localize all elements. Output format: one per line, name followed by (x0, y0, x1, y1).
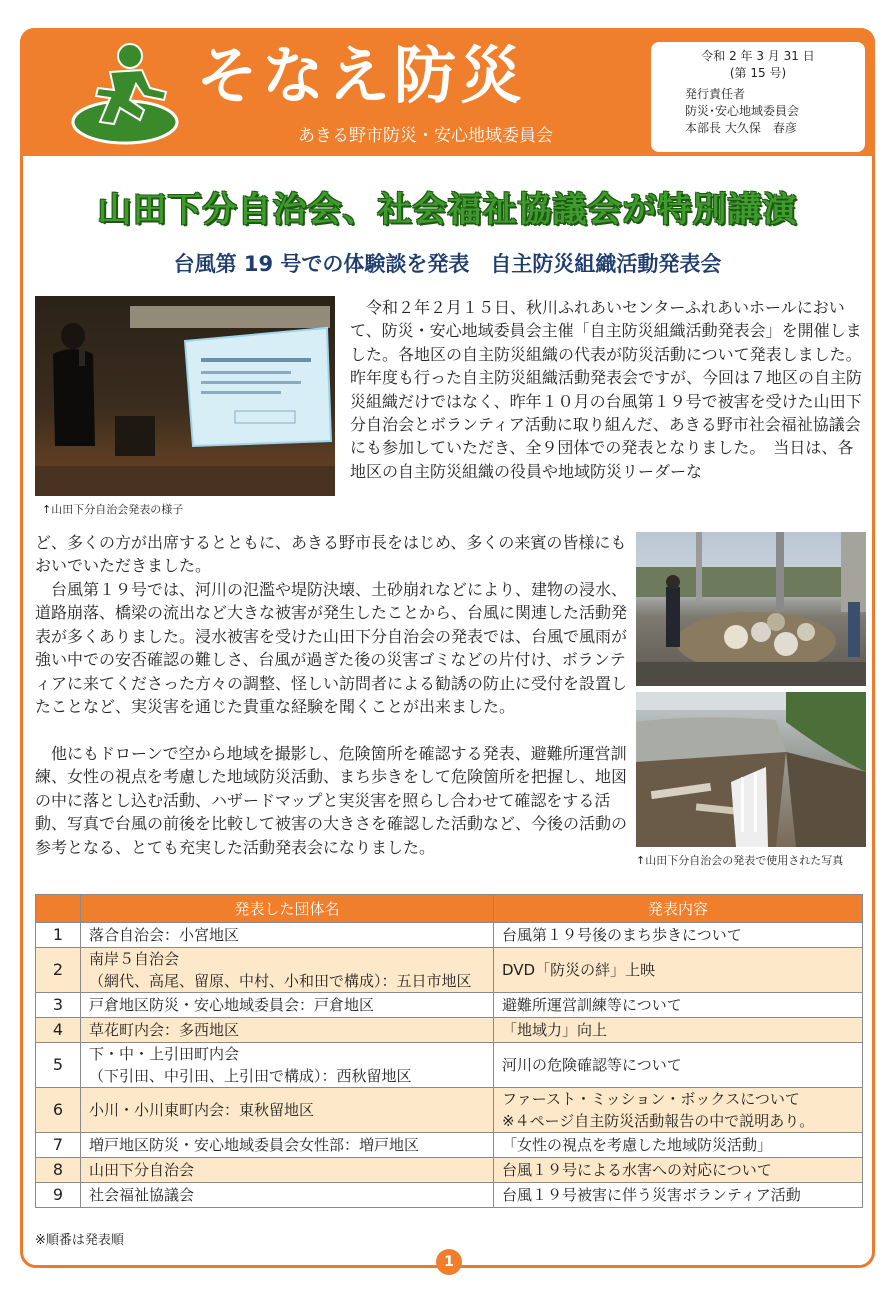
row-content: 台風１９号被害に伴う災害ボランティア活動 (494, 1183, 863, 1208)
table-row (36, 1183, 863, 1208)
row-group: 落合自治会：小宮地区 (81, 923, 494, 948)
row-number: 5 (36, 1043, 81, 1088)
table-header-group: 発表した団体名 (81, 895, 494, 923)
row-content: DVD「防災の絆」上映 (494, 948, 863, 993)
issue-info-box (651, 42, 865, 152)
row-group-line: 南岸５自治会 (89, 950, 180, 968)
row-number: 3 (36, 993, 81, 1018)
row-number: 6 (36, 1088, 81, 1133)
row-group: 戸倉地区防災・安心地域委員会：戸倉地区 (81, 993, 494, 1018)
page-number-badge: 1 (436, 1249, 462, 1275)
row-content: 台風１９号による水害への対応について (494, 1158, 863, 1183)
newsletter-title: そなえ防災 (196, 39, 527, 112)
article-intro-paragraph: 令和２年２月１５日、秋川ふれあいセンターふれあいホールにおいて、防災・安心地域委員会主催「自主防災組織活動発表会」を開催しました。各地区の自主防災組織の代表が防災活動について発表しました。 昨年度も行った自主防災組織活動発表会ですが、今回は７地区の自主防災組織だけではなく、昨年１０月の台風第１９号で被害を受けた山田下分自治会とボランティア活動に取り組んだ、あきる野市社会福祉協議会にも参加していただき、全９団体での発表となりました。 当日は、各地区の自主防災組織の役員や地域防災リーダーな (350, 298, 870, 481)
row-content: 河川の危険確認等について (494, 1043, 863, 1088)
row-content: 「女性の視点を考慮した地域防災活動」 (494, 1133, 863, 1158)
table-row (36, 993, 863, 1018)
table-note: ※順番は発表順 (35, 1233, 124, 1248)
row-content (494, 1088, 863, 1133)
table-row (36, 923, 863, 948)
article-attendance-paragraph: ど、多くの方が出席するとともに、あきる野市長をはじめ、多くの来賓の皆様にもおいでいただきました。 (35, 533, 627, 576)
article-headline: 山田下分自治会、社会福祉協議会が特別講演 (97, 190, 798, 230)
row-group-line: 下・中・上引田町内会 (89, 1045, 240, 1063)
issue-number: (第 15 号) (729, 66, 787, 80)
row-content: 避難所運営訓練等について (494, 993, 863, 1018)
row-group: 増戸地区防災・安心地域委員会女性部：増戸地区 (81, 1133, 494, 1158)
row-number: 7 (36, 1133, 81, 1158)
table-header-content: 発表内容 (494, 895, 863, 923)
table-row (36, 1133, 863, 1158)
row-number: 9 (36, 1183, 81, 1208)
runner-logo-icon (70, 40, 180, 145)
table-row (36, 948, 863, 993)
row-group: 社会福祉協議会 (81, 1183, 494, 1208)
table-row (36, 1158, 863, 1183)
publisher-name: 本部長 大久保 春彦 (685, 121, 797, 135)
publisher-label: 発行責任者 (685, 87, 746, 101)
table-row (36, 1088, 863, 1133)
row-number: 8 (36, 1158, 81, 1183)
presentation-photo-caption: ↑山田下分自治会発表の様子 (42, 503, 184, 516)
riverbank-damage-photo (636, 692, 866, 847)
article-subheadline: 台風第 19 号での体験談を発表 自主防災組織活動発表会 (173, 252, 722, 276)
issue-date: 令和 2 年 3 月 31 日 (701, 49, 815, 63)
disaster-debris-photo (636, 532, 866, 686)
row-group (81, 1043, 494, 1088)
row-content-line: ※４ページ自主防災活動報告の中で説明あり。 (502, 1112, 815, 1130)
table-header-row (36, 895, 863, 923)
row-group: 草花町内会：多西地区 (81, 1018, 494, 1043)
article-activities-paragraph: 他にもドローンで空から地域を撮影し、危険箇所を確認する発表、避難所運営訓練、女性の視点を考慮した地域防災活動、まち歩きをして危険箇所を把握し、地図の中に落とし込む活動、ハザードマップと実災害を照らし合わせて確認をする活動、写真で台風の前後を比較して被害の大きさを確認した活動など、今後の活動の参考となる、とても充実した活動発表会になりました。 (35, 744, 628, 857)
table-header-number (36, 895, 81, 923)
row-group: 山田下分自治会 (81, 1158, 494, 1183)
article-typhoon-paragraph: 台風第１９号では、河川の氾濫や堤防決壊、土砂崩れなどにより、建物の浸水、道路崩落、橋梁の流出など大きな被害が発生したことから、台風に関連した活動発表が多くありました。浸水被害を受けた山田下分自治会の発表では、台風で風雨が強い中での安否確認の難しさ、台風が過ぎた後の災害ゴミなどの片付け、ボランティアに来てくださった方々の調整、怪しい訪問者による勧誘の防止に受付を設置したことなど、実災害を通じた貴重な経験を聞くことが出来ました。 (35, 580, 628, 717)
row-group-line: （下引田、中引田、上引田で構成）：西秋留地区 (89, 1067, 412, 1085)
row-content: 台風第１９号後のまち歩きについて (494, 923, 863, 948)
row-group (81, 948, 494, 993)
row-number: 4 (36, 1018, 81, 1043)
newsletter-publisher: あきる野市防災・安心地域委員会 (298, 126, 553, 146)
row-number: 2 (36, 948, 81, 993)
row-content: 「地域力」向上 (494, 1018, 863, 1043)
presenters-table (35, 894, 863, 1208)
publisher-org: 防災･安心地域委員会 (685, 104, 800, 118)
row-group-line: （網代、高尾、留原、中村、小和田で構成）：五日市地区 (89, 972, 472, 990)
row-number: 1 (36, 923, 81, 948)
row-group: 小川・小川東町内会：東秋留地区 (81, 1088, 494, 1133)
presentation-photo (35, 296, 335, 496)
debris-photo-caption: ↑山田下分自治会の発表で使用された写真 (636, 854, 844, 867)
row-content-line: ファースト・ミッション・ボックスについて (502, 1090, 800, 1108)
table-row (36, 1018, 863, 1043)
table-row (36, 1043, 863, 1088)
